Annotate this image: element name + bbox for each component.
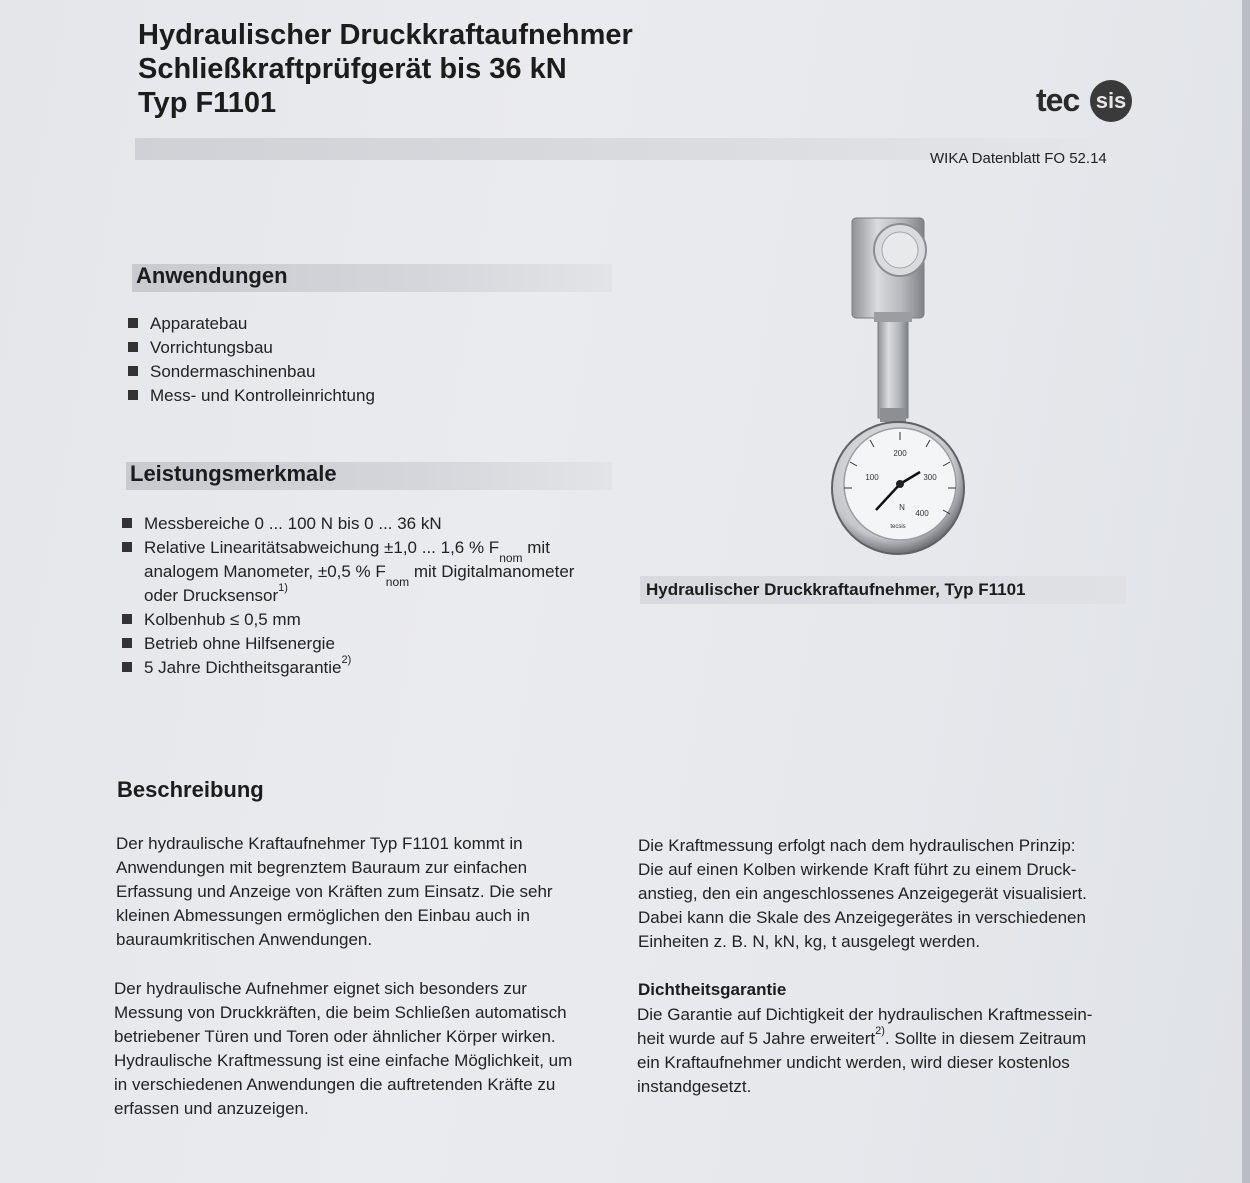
list-item: Betrieb ohne Hilfsenergie: [122, 632, 574, 656]
list-item: Apparatebau: [128, 312, 375, 336]
dichtheitsgarantie-heading: Dichtheitsgarantie: [638, 980, 787, 999]
footnote-marker: 1): [278, 582, 288, 594]
beschreibung-heading: Beschreibung: [117, 777, 264, 802]
logo-text-tec: tec: [1036, 82, 1080, 118]
list-item: Kolbenhub ≤ 0,5 mm: [122, 608, 574, 632]
svg-text:400: 400: [915, 509, 929, 518]
svg-text:300: 300: [923, 473, 937, 482]
dichtheitsgarantie-text: Die Garantie auf Dichtigkeit der hydraulischen Kraftmessein- heit wurde auf 5 Jahre erweitert$^{2)}$. Sollte in diesem Zeitraum ein Kraftaufnehmer undicht werden, wird dieser kostenlos instandgesetzt.: [637, 1005, 1093, 1096]
page-edge: [1242, 0, 1250, 1183]
document-title: [138, 18, 633, 120]
list-item: Vorrichtungsbau: [128, 336, 375, 360]
beschreibung-col1-para2: Der hydraulische Aufnehmer eignet sich besonders zur Messung von Druckkräften, die beim Schließen automatisch betriebener Türen und Toren oder ähnlicher Körper wirken. Hydraulische Kraftmessung ist eine einfache Möglichkeit, um in verschiedenen Anwendungen die auftretenden Kräfte zu erfassen und anzuzeigen.: [114, 979, 573, 1118]
svg-text:tecsis: tecsis: [890, 524, 906, 530]
leistungsmerkmale-heading: Leistungsmerkmale: [130, 461, 337, 486]
title-line-2: Schließkraftprüfgerät bis 36 kN: [138, 53, 567, 85]
bullet-square-icon: [122, 662, 132, 672]
product-image-pressure-gauge: [820, 210, 980, 560]
beschreibung-col1-para1: Der hydraulische Kraftaufnehmer Typ F1101 kommt in Anwendungen mit begrenztem Bauraum zur einfachen Erfassung und Anzeige von Kräften zum Einsatz. Die sehr kleinen Abmessungen ermöglichen den Einbau auch in bauraumkritischen Anwendungen.: [116, 834, 553, 949]
anwendungen-heading: Anwendungen: [136, 263, 288, 288]
footnote-marker: 2): [341, 654, 352, 666]
list-item: Sondermaschinenbau: [128, 360, 375, 384]
svg-text:N: N: [899, 503, 905, 512]
list-item: Mess- und Kontrolleinrichtung: [128, 384, 375, 408]
logo-badge-sis: sis: [1090, 80, 1132, 122]
bullet-square-icon: [122, 638, 132, 648]
list-item: 5 Jahre Dichtheitsgarantie$^{2)}$: [122, 656, 574, 680]
bullet-square-icon: [128, 342, 138, 352]
datasheet-reference: WIKA Datenblatt FO 52.14: [930, 150, 1107, 167]
beschreibung-col2-para1: Die Kraftmessung erfolgt nach dem hydraulischen Prinzip: Die auf einen Kolben wirkende Kraft führt zu einem Druck- anstieg, den ein angeschlossenes Anzeigegerät visualisiert. Dabei kann die Skale des Anzeigegerätes in verschiedenen Einheiten z. B. N, kN, kg, t ausgelegt werden.: [638, 836, 1087, 951]
svg-text:200: 200: [893, 449, 907, 458]
leistungsmerkmale-list: [122, 512, 574, 680]
bullet-square-icon: [128, 318, 138, 328]
figure-caption: Hydraulischer Druckkraftaufnehmer, Typ F1101: [646, 580, 1026, 599]
bullet-square-icon: [122, 614, 132, 624]
footnote-marker: 2): [875, 1025, 885, 1037]
title-line-3: Typ F1101: [138, 87, 277, 119]
bullet-square-icon: [122, 542, 132, 552]
svg-text:100: 100: [865, 473, 879, 482]
title-line-1: Hydraulischer Druckkraftaufnehmer: [138, 19, 633, 51]
list-item: Messbereiche 0 ... 100 N bis 0 ... 36 kN: [122, 512, 574, 536]
list-item-linearitaet: Relative Linearitätsabweichung ±1,0 ... 1,6 % $F_{nom}$ mit analogem Manometer, ±0,5 % $F_{nom}$ mit Digitalmanometer oder Drucksensor$^{1)}$: [122, 536, 574, 608]
anwendungen-list: [128, 312, 375, 408]
bullet-square-icon: [122, 518, 132, 528]
bullet-square-icon: [128, 366, 138, 376]
bullet-square-icon: [128, 390, 138, 400]
